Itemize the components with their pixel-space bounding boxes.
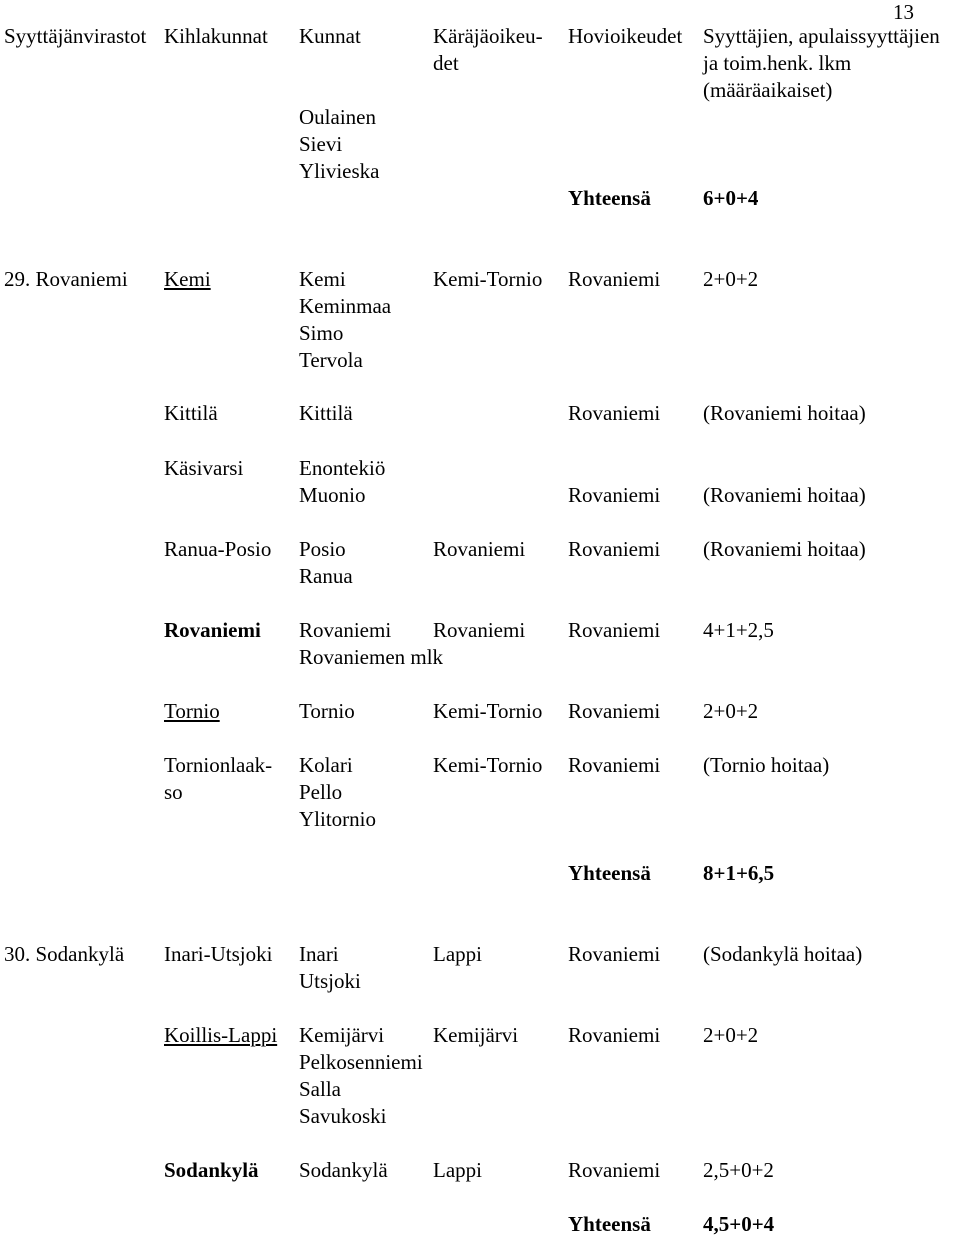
appeal-court: Rovaniemi [568, 753, 661, 777]
appeal-court: Rovaniemi [568, 699, 661, 723]
district-name: Käsivarsi [164, 456, 244, 480]
district-court: Lappi [433, 1158, 482, 1182]
staff-count: (Rovaniemi hoitaa) [703, 537, 866, 561]
district-name: Tornio [164, 699, 220, 723]
header-district-courts: Käräjäoikeu- [433, 24, 543, 48]
municipality: Ranua [299, 564, 353, 588]
municipality: Rovaniemi [299, 618, 392, 642]
staff-count: (Rovaniemi hoitaa) [703, 483, 866, 507]
municipality: Kolari [299, 753, 353, 777]
municipality: Rovaniemen mlk [299, 645, 444, 669]
header-staff: Syyttäjien, apulaissyyttäjien [703, 24, 940, 48]
staff-count: (Sodankylä hoitaa) [703, 942, 863, 966]
district-name: Ranua-Posio [164, 537, 272, 561]
office-name: 30. Sodankylä [4, 942, 125, 966]
staff-count: 2,5+0+2 [703, 1158, 774, 1182]
district-name: Rovaniemi [164, 618, 261, 642]
municipality: Pello [299, 780, 343, 804]
municipality: Tornio [299, 699, 355, 723]
total-label: Yhteensä [568, 1212, 651, 1236]
header-staff-line3: (määräaikaiset) [703, 78, 833, 102]
municipality: Pelkosenniemi [299, 1050, 423, 1074]
district-name-cont: so [164, 780, 183, 804]
district-court: Rovaniemi [433, 537, 526, 561]
staff-count: 4+1+2,5 [703, 618, 774, 642]
district-court: Kemi-Tornio [433, 753, 543, 777]
municipality: Tervola [299, 348, 363, 372]
page-number: 13 [893, 0, 914, 24]
district-name: Koillis-Lappi [164, 1023, 278, 1047]
appeal-court: Rovaniemi [568, 267, 661, 291]
municipality: Kemi [299, 267, 346, 291]
municipality: Savukoski [299, 1104, 387, 1128]
office-name: 29. Rovaniemi [4, 267, 128, 291]
district-name: Sodankylä [164, 1158, 259, 1182]
total-value: 4,5+0+4 [703, 1212, 775, 1236]
district-court: Lappi [433, 942, 482, 966]
municipality: Oulainen [299, 105, 376, 129]
header-offices: Syyttäjänvirastot [4, 24, 147, 48]
total-value: 8+1+6,5 [703, 861, 775, 885]
municipality: Sodankylä [299, 1158, 388, 1182]
staff-count: (Rovaniemi hoitaa) [703, 401, 866, 425]
municipality: Salla [299, 1077, 341, 1101]
header-districts: Kihlakunnat [164, 24, 268, 48]
municipality: Simo [299, 321, 344, 345]
municipality: Sievi [299, 132, 343, 156]
staff-count: (Tornio hoitaa) [703, 753, 830, 777]
municipality: Kittilä [299, 401, 353, 425]
district-court: Kemi-Tornio [433, 699, 543, 723]
district-court: Rovaniemi [433, 618, 526, 642]
municipality: Kemijärvi [299, 1023, 385, 1047]
header-appeal-courts: Hovioikeudet [568, 24, 683, 48]
appeal-court: Rovaniemi [568, 537, 661, 561]
municipality: Utsjoki [299, 969, 361, 993]
appeal-court: Rovaniemi [568, 1023, 661, 1047]
header-municipalities: Kunnat [299, 24, 361, 48]
municipality: Ylivieska [299, 159, 380, 183]
appeal-court: Rovaniemi [568, 942, 661, 966]
header-district-courts-cont: det [433, 51, 459, 75]
header-staff-line2: ja toim.henk. lkm [703, 51, 852, 75]
municipality: Muonio [299, 483, 366, 507]
district-name: Tornionlaak- [164, 753, 273, 777]
staff-count: 2+0+2 [703, 699, 759, 723]
total-label: Yhteensä [568, 861, 651, 885]
municipality: Keminmaa [299, 294, 392, 318]
municipality: Inari [299, 942, 339, 966]
appeal-court: Rovaniemi [568, 1158, 661, 1182]
district-name: Kittilä [164, 401, 218, 425]
total-value: 6+0+4 [703, 186, 759, 210]
appeal-court: Rovaniemi [568, 483, 661, 507]
municipality: Ylitornio [299, 807, 376, 831]
appeal-court: Rovaniemi [568, 618, 661, 642]
district-court: Kemijärvi [433, 1023, 519, 1047]
district-court: Kemi-Tornio [433, 267, 543, 291]
total-label: Yhteensä [568, 186, 651, 210]
staff-count: 2+0+2 [703, 1023, 759, 1047]
district-name: Kemi [164, 267, 211, 291]
staff-count: 2+0+2 [703, 267, 759, 291]
municipality: Posio [299, 537, 346, 561]
district-name: Inari-Utsjoki [164, 942, 273, 966]
appeal-court: Rovaniemi [568, 401, 661, 425]
municipality: Enontekiö [299, 456, 386, 480]
